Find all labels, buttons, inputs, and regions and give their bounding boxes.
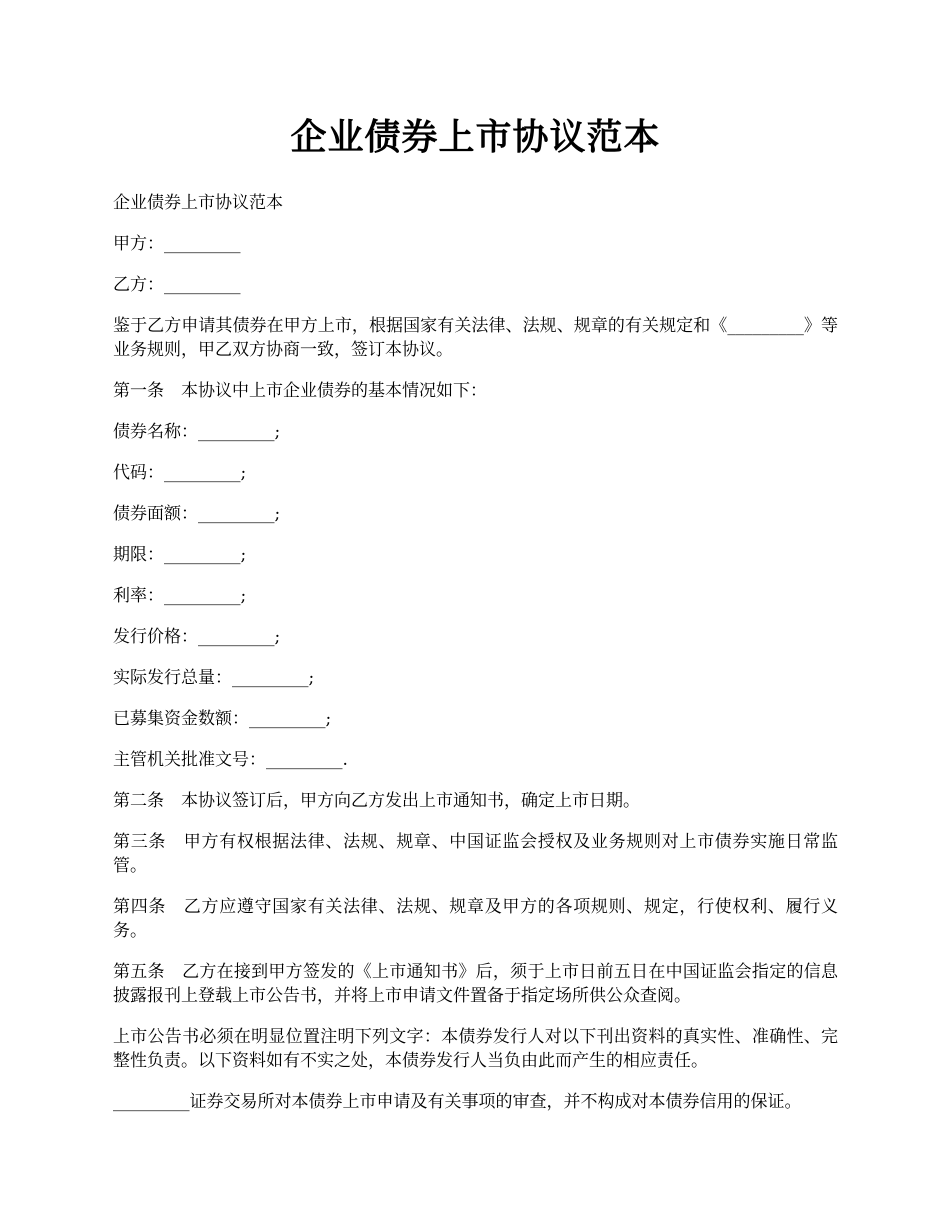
bond-name-line: 债券名称：_________; (113, 422, 281, 442)
bond-term-line: 期限：_________; (113, 545, 247, 565)
article-4-paragraph: 第四条 乙方应遵守国家有关法律、法规、规章及甲方的各项规则、规定，行使权利、履行义务。 (113, 897, 838, 941)
preamble-paragraph: 鉴于乙方申请其债券在甲方上市，根据国家有关法律、法规、规章的有关规定和《_________》等业务规则，甲乙双方协商一致，签订本协议。 (113, 316, 838, 360)
party-b-line: 乙方：_________ (113, 275, 241, 295)
bond-total-issued-line: 实际发行总量：_________; (113, 668, 315, 688)
approval-number-line: 主管机关批准文号：_________. (113, 750, 348, 770)
bond-funds-raised-line: 已募集资金数额：_________; (113, 709, 332, 729)
document-title: 企业债券上市协议范本 (290, 116, 661, 158)
article-1-paragraph: 第一条 本协议中上市企业债券的基本情况如下： (113, 381, 487, 401)
bond-issue-price-line: 发行价格：_________; (113, 627, 281, 647)
bond-code-line: 代码：_________; (113, 463, 247, 483)
article-2-paragraph: 第二条 本协议签订后，甲方向乙方发出上市通知书，确定上市日期。 (113, 791, 640, 811)
announcement-notice-paragraph: 上市公告书必须在明显位置注明下列文字：本债券发行人对以下刊出资料的真实性、准确性、完整性负责。以下资料如有不实之处，本债券发行人当负由此而产生的相应责任。 (113, 1027, 838, 1071)
bond-face-value-line: 债券面额：_________; (113, 504, 281, 524)
bond-interest-rate-line: 利率：_________; (113, 586, 247, 606)
article-5-paragraph: 第五条 乙方在接到甲方签发的《上市通知书》后，须于上市日前五日在中国证监会指定的信息披露报刊上登载上市公告书，并将上市申请文件置备于指定场所供公众查阅。 (113, 962, 838, 1006)
subtitle-paragraph: 企业债券上市协议范本 (113, 193, 283, 213)
article-3-paragraph: 第三条 甲方有权根据法律、法规、规章、中国证监会授权及业务规则对上市债券实施日常监管。 (113, 832, 838, 876)
party-a-line: 甲方：_________ (113, 234, 241, 254)
exchange-disclaimer-paragraph: _________证券交易所对本债券上市申请及有关事项的审查，并不构成对本债券信用的保证。 (113, 1092, 802, 1112)
